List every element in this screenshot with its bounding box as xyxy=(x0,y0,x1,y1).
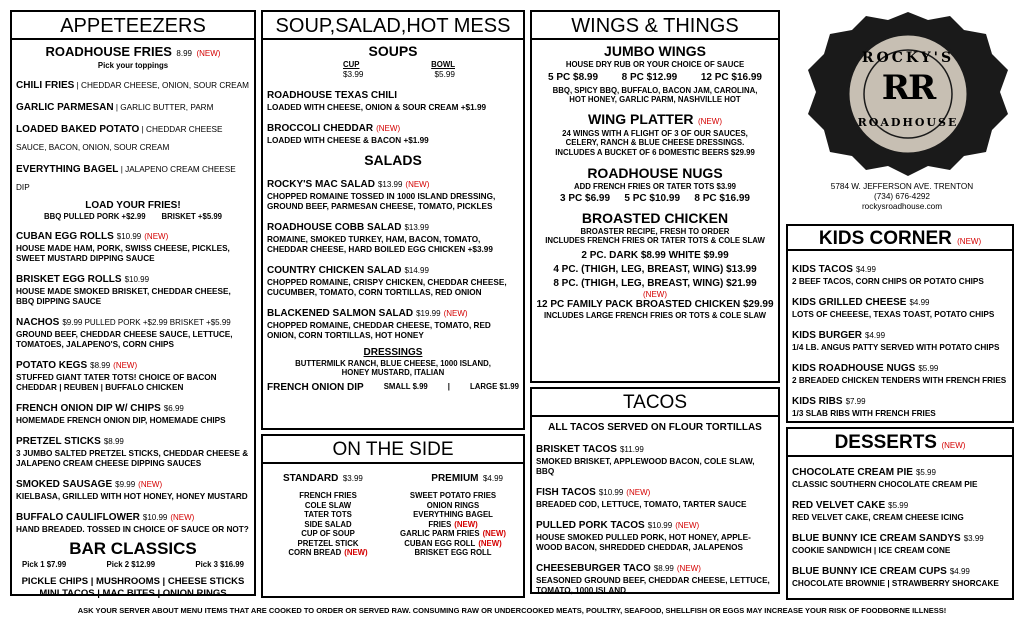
premium-side-name: SWEET POTATO FRIES xyxy=(409,491,497,500)
cup-price: $3.99 xyxy=(343,69,364,79)
wings-panel xyxy=(530,40,780,383)
logo xyxy=(806,10,1010,180)
taco-name: BRISKET TACOS xyxy=(536,444,617,455)
salad-desc: ROMAINE, SMOKED TURKEY, HAM, BACON, TOMATO, CHEDDAR CHEESE, HARD BOILED EGG CHICKEN +$3.99 xyxy=(267,234,493,254)
appetizer-head xyxy=(16,431,250,449)
bar-classics-title: BAR CLASSICS xyxy=(69,539,197,558)
soup-name: ROADHOUSE TEXAS CHILI xyxy=(267,89,398,101)
kids-head xyxy=(792,391,1008,409)
bar-pick-1: Pick 1 $7.99 xyxy=(22,560,67,569)
jumbo-price-5: 5 PC $8.99 xyxy=(548,71,599,83)
appetizer-desc: GROUND BEEF, CHEDDAR CHEESE SAUCE, LETTUCE, TOMATOES, JALAPENO'S, CORN CHIPS xyxy=(16,330,233,349)
platter-head xyxy=(536,111,774,129)
salad-list xyxy=(267,174,519,341)
logo-bottom-text: ROADHOUSE xyxy=(857,116,959,129)
standard-side xyxy=(273,548,383,558)
kids-list xyxy=(792,259,1008,419)
taco-price: $11.99 xyxy=(619,445,644,454)
appetizer-name: POTATO KEGS xyxy=(16,360,88,371)
appetizer-desc: 3 JUMBO SALTED PRETZEL STICKS, CHEDDAR CHEESE & JALAPENO CREAM CHEESE DIPPING SAUCES xyxy=(16,449,249,468)
standard-side: TATER TOTS xyxy=(304,510,352,519)
appetizer-price: $9.99 PULLED PORK +$2.99 BRISKET +$5.99 xyxy=(62,318,231,327)
taco-head xyxy=(536,515,774,533)
appetizer-price: $6.99 xyxy=(163,404,184,413)
salad-item xyxy=(267,174,519,212)
load-title: LOAD YOUR FRIES! xyxy=(85,199,181,211)
platter-desc: 24 WINGS WITH A FLIGHT OF 3 OF OUR SAUCES, CELERY, RANCH & BLUE CHEESE DRESSINGS. INCLUDES A BUCKET OF 6 DOMESTIC BEERS $29.99 xyxy=(555,128,755,157)
kids-name: KIDS BURGER xyxy=(792,330,863,341)
desserts-header xyxy=(788,429,1012,457)
salad-item xyxy=(267,303,519,341)
soup-head xyxy=(267,118,519,136)
salad-desc: CHOPPED ROMAINE TOSSED IN 1000 ISLAND DRESSING, GROUND BEEF, PARMESAN CHEESE, TOMATO, PICKLES xyxy=(267,191,496,211)
broasted-4pc: 4 PC. (THIGH, LEG, BREAST, WING) $13.99 xyxy=(553,263,757,275)
salad-price: $14.99 xyxy=(404,265,429,275)
french-onion-dip: FRENCH ONION DIP SMALL $.99 | LARGE $1.99 xyxy=(267,381,519,393)
fod-large: LARGE $1.99 xyxy=(470,381,519,391)
kids-price: $7.99 xyxy=(845,397,866,406)
salad-item xyxy=(267,260,519,298)
kids-price: $5.99 xyxy=(918,364,939,373)
load-option-brisket: BRISKET +$5.99 xyxy=(161,211,222,221)
appetizer-name: BUFFALO CAULIFLOWER xyxy=(16,512,140,523)
appetizer-list xyxy=(16,226,250,535)
family-sub: INCLUDES LARGE FRENCH FRIES OR TOTS & COLE SLAW xyxy=(543,310,767,320)
appetizer-head xyxy=(16,474,250,492)
taco-price: $10.99 xyxy=(598,488,624,497)
appetizer-name: SMOKED SAUSAGE xyxy=(16,479,113,490)
kids-name: KIDS RIBS xyxy=(792,396,843,407)
salad-name: COUNTRY CHICKEN SALAD xyxy=(267,264,402,276)
kids-price: $4.99 xyxy=(909,298,930,307)
dessert-desc: COOKIE SANDWICH | ICE CREAM CONE xyxy=(792,546,951,555)
platter-title: WING PLATTER xyxy=(588,110,694,127)
jumbo-prices xyxy=(536,70,774,86)
nugs-prices xyxy=(536,192,774,206)
kids-head xyxy=(792,325,1008,343)
nugs-sub: ADD FRENCH FRIES OR TATER TOTS $3.99 xyxy=(573,182,737,191)
jumbo-sauces: BBQ, SPICY BBQ, BUFFALO, BACON JAM, CAROLINA, HOT HONEY, GARLIC PARM, NASHVILLE HOT xyxy=(552,85,758,104)
premium-side xyxy=(391,501,515,511)
phone: (734) 676-4292 xyxy=(874,192,930,201)
new-badge: (NEW) xyxy=(482,529,506,538)
new-badge: (NEW) xyxy=(376,123,401,133)
appetizer-head xyxy=(16,226,250,244)
appetizer-item xyxy=(16,269,250,307)
kids-desc: 2 BREADED CHICKEN TENDERS WITH FRENCH FRIES xyxy=(792,376,1007,385)
dressings-title: DRESSINGS xyxy=(363,346,423,358)
side-lists xyxy=(263,486,523,558)
kids-column xyxy=(786,224,1014,600)
kids-head xyxy=(792,259,1008,277)
new-badge: (NEW) xyxy=(196,49,221,58)
new-badge: (NEW) xyxy=(675,521,700,530)
separator: | xyxy=(118,164,126,174)
new-badge: (NEW) xyxy=(643,289,667,299)
soup-desc: LOADED WITH CHEESE & BACON +$1.99 xyxy=(267,135,429,145)
bowl-price: $5.99 xyxy=(434,69,455,79)
soup-salad-panel xyxy=(261,40,525,430)
new-badge: (NEW) xyxy=(170,513,195,522)
website: rockysroadhouse.com xyxy=(861,202,943,211)
kids-header xyxy=(786,224,1014,251)
kids-item xyxy=(792,325,1008,353)
soup-desc: LOADED WITH CHEESE, ONION & SOUR CREAM +$1.99 xyxy=(267,102,487,112)
premium-side-name: BRISKET EGG ROLL xyxy=(414,548,492,557)
kids-item xyxy=(792,259,1008,287)
jumbo-price-12: 12 PC $16.99 xyxy=(700,71,762,83)
desserts-list xyxy=(788,462,1012,589)
kids-name: KIDS ROADHOUSE NUGS xyxy=(792,363,916,374)
new-badge: (NEW) xyxy=(697,116,722,126)
appetizer-head xyxy=(16,507,250,525)
kids-name: KIDS TACOS xyxy=(792,264,853,275)
dessert-item xyxy=(792,495,1008,523)
load-option-pork: BBQ PULLED PORK +$2.99 xyxy=(44,211,146,221)
separator: | xyxy=(139,124,147,134)
bar-line-2: MINI TACOS | MAC BITES | ONION RINGS xyxy=(39,587,227,599)
dessert-name: BLUE BUNNY ICE CREAM CUPS xyxy=(792,566,947,577)
appetizer-head xyxy=(16,355,250,373)
separator: | xyxy=(74,80,82,90)
appetizer-price: $8.99 xyxy=(103,437,124,446)
topping-item xyxy=(16,159,250,195)
topping-desc: CHEDDAR CHEESE SAUCE, BACON, ONION, SOUR CREAM xyxy=(16,124,223,152)
appetizer-name: BRISKET EGG ROLLS xyxy=(16,274,122,285)
broasted-sub2: INCLUDES FRENCH FRIES OR TATER TOTS & COLE SLAW xyxy=(545,236,765,245)
appetizer-item xyxy=(16,226,250,264)
contact-info xyxy=(790,182,1014,212)
address: 5784 W. JEFFERSON AVE. TRENTON xyxy=(830,182,974,191)
soup-salad-title: SOUP,SALAD,HOT MESS xyxy=(261,10,525,40)
jumbo-sub: HOUSE DRY RUB OR YOUR CHOICE OF SAUCE xyxy=(565,60,745,69)
dessert-desc: CHOCOLATE BROWNIE | STRAWBERRY SHORCAKE xyxy=(792,579,999,588)
nugs-title: ROADHOUSE NUGS xyxy=(587,165,723,181)
nugs-price-3: 3 PC $6.99 xyxy=(560,192,611,204)
bowl-label: BOWL xyxy=(431,60,455,69)
premium-side-name: EVERYTHING BAGEL xyxy=(413,510,493,519)
dessert-name: BLUE BUNNY ICE CREAM SANDYS xyxy=(792,533,961,544)
appetizer-name: FRENCH ONION DIP W/ CHIPS xyxy=(16,403,161,414)
appetizer-price: $10.99 xyxy=(116,232,142,241)
premium-side xyxy=(391,548,515,558)
bar-pick-3: Pick 3 $16.99 xyxy=(195,560,244,569)
standard-price: $3.99 xyxy=(342,474,363,483)
taco-item xyxy=(536,515,774,553)
premium-price: $4.99 xyxy=(482,474,503,483)
premium-side-name: FRIES xyxy=(428,519,452,529)
desserts-box xyxy=(786,427,1014,600)
bar-pick-2: Pick 2 $12.99 xyxy=(106,560,156,569)
nugs-price-8: 8 PC $16.99 xyxy=(694,192,750,204)
separator: | xyxy=(113,102,121,112)
soup-item xyxy=(267,118,519,146)
logo-mid-text: RR xyxy=(881,68,935,108)
topping-item xyxy=(16,75,250,93)
appetizer-name: NACHOS xyxy=(16,317,60,328)
taco-desc: SMOKED BRISKET, APPLEWOOD BACON, COLE SLAW, BBQ xyxy=(536,457,755,476)
new-badge: (NEW) xyxy=(957,237,982,246)
taco-desc: BREADED COD, LETTUCE, TOMATO, TARTER SAUCE xyxy=(536,500,747,509)
taco-price: $10.99 xyxy=(647,521,673,530)
appetizer-head xyxy=(16,312,250,330)
broasted-title: BROASTED CHICKEN xyxy=(581,209,729,226)
appetizer-head xyxy=(16,269,250,287)
new-badge: (NEW) xyxy=(443,308,468,318)
dessert-desc: CLASSIC SOUTHERN CHOCOLATE CREAM PIE xyxy=(792,480,978,489)
wings-title: WINGS & THINGS xyxy=(530,10,780,40)
new-badge: (NEW) xyxy=(344,548,368,557)
bar-classics xyxy=(16,539,250,600)
taco-name: PULLED PORK TACOS xyxy=(536,520,645,531)
taco-desc: HOUSE SMOKED PULLED PORK, HOT HONEY, APPLE-WOOD BACON, SHREDDED CHEDDAR, JALAPENOS xyxy=(536,533,751,552)
new-badge: (NEW) xyxy=(405,179,430,189)
dressings-list: BUTTERMILK RANCH, BLUE CHEESE, 1000 ISLAND, HONEY MUSTARD, ITALIAN xyxy=(295,358,491,377)
topping-name: GARLIC PARMESAN xyxy=(16,101,114,113)
standard-list xyxy=(273,491,383,558)
standard-side: PRETZEL STICK xyxy=(297,538,359,548)
salad-price: $13.99 xyxy=(377,179,403,189)
new-badge: (NEW) xyxy=(676,564,701,573)
appetizer-name: PRETZEL STICKS xyxy=(16,436,101,447)
bar-picks xyxy=(16,560,250,570)
appetizer-item xyxy=(16,355,250,393)
topping-name: LOADED BAKED POTATO xyxy=(16,123,140,135)
appetizer-item xyxy=(16,507,250,535)
soup-item xyxy=(267,85,519,113)
kids-title: KIDS CORNER xyxy=(818,228,952,249)
appetizer-desc: KIELBASA, GRILLED WITH HOT HONEY, HONEY MUSTARD xyxy=(16,492,248,501)
taco-item xyxy=(536,558,774,596)
roadhouse-fries-price: 8.99 xyxy=(176,49,192,58)
appetizer-item xyxy=(16,474,250,502)
topping-desc: GARLIC BUTTER, PARM xyxy=(120,102,214,112)
soup-list xyxy=(267,85,519,146)
broasted-2pc: 2 PC. DARK $8.99 WHITE $9.99 xyxy=(581,249,729,261)
dessert-head xyxy=(792,528,1008,546)
new-badge: (NEW) xyxy=(626,488,651,497)
soup-size-prices xyxy=(267,70,519,80)
taco-name: CHEESEBURGER TACO xyxy=(536,563,651,574)
salad-name: BLACKENED SALMON SALAD xyxy=(267,307,414,319)
taco-desc: SEASONED GROUND BEEF, CHEDDAR CHEESE, LETTUCE, TOMATO, 1000 ISLAND xyxy=(536,576,770,595)
dessert-desc: RED VELVET CAKE, CREAM CHEESE ICING xyxy=(792,513,964,522)
desserts-title: DESSERTS xyxy=(834,432,937,453)
kids-desc: LOTS OF CHEEESE, TEXAS TOAST, POTATO CHIPS xyxy=(792,310,995,319)
appetizers-panel xyxy=(10,40,256,599)
appetizer-head xyxy=(16,398,250,416)
standard-label: STANDARD xyxy=(283,473,339,484)
new-badge: (NEW) xyxy=(478,538,502,548)
salad-head xyxy=(267,174,519,192)
jumbo-price-8: 8 PC $12.99 xyxy=(621,71,678,83)
dessert-name: CHOCOLATE CREAM PIE xyxy=(792,467,913,478)
salad-head xyxy=(267,217,519,235)
appetizer-item xyxy=(16,398,250,426)
kids-panel xyxy=(786,251,1014,423)
footer-disclaimer: ASK YOUR SERVER ABOUT MENU ITEMS THAT ARE COOKED TO ORDER OR SERVED RAW. CONSUMING RAW OR UNDERCOOKED MEATS, POULTRY, SEAFOOD, SHELLFISH OR EGGS MAY INCREASE YOUR RISK OF FOODBORNE ILLNESS! xyxy=(77,606,947,615)
new-badge: (NEW) xyxy=(113,361,138,370)
taco-head xyxy=(536,482,774,500)
kids-head xyxy=(792,292,1008,310)
soup-salad-column xyxy=(261,10,525,598)
kids-desc: 1/4 LB. ANGUS PATTY SERVED WITH POTATO CHIPS xyxy=(792,343,1000,352)
kids-head xyxy=(792,358,1008,376)
on-the-side-box xyxy=(261,434,525,598)
fod-small: SMALL $.99 xyxy=(383,381,428,391)
fod-name: FRENCH ONION DIP xyxy=(267,381,364,393)
appetizers-title: APPETEEZERS xyxy=(10,10,256,40)
appetizer-desc: STUFFED GIANT TATER TOTS! CHOICE OF BACON CHEDDAR | REUBEN | BUFFALO CHICKEN xyxy=(16,373,217,392)
appetizer-name: CUBAN EGG ROLLS xyxy=(16,231,114,242)
new-badge: (NEW) xyxy=(144,232,169,241)
tacos-box xyxy=(530,387,780,594)
salad-name: ROCKY'S MAC SALAD xyxy=(267,178,375,190)
wings-column xyxy=(530,10,780,594)
taco-head xyxy=(536,439,774,457)
load-options xyxy=(16,212,250,222)
appetizer-item xyxy=(16,312,250,350)
cup-label: CUP xyxy=(343,60,360,69)
taco-item xyxy=(536,482,774,510)
appetizers-column xyxy=(10,10,256,599)
salad-desc: CHOPPED ROMAINE, CHEDDAR CHEESE, TOMATO, RED ONION, CORN TORTILLAS, HOT HONEY xyxy=(267,320,491,340)
new-badge: (NEW) xyxy=(454,519,478,529)
taco-name: FISH TACOS xyxy=(536,487,596,498)
standard-side: CUP OF SOUP xyxy=(301,529,355,538)
topping-desc: JALAPENO CREAM CHEESE DIP xyxy=(16,164,236,192)
kids-item xyxy=(792,292,1008,320)
kids-desc: 2 BEEF TACOS, CORN CHIPS OR POTATO CHIPS xyxy=(792,277,984,286)
appetizer-desc: HOMEMADE FRENCH ONION DIP, HOMEMADE CHIPS xyxy=(16,416,226,425)
salad-item xyxy=(267,217,519,255)
topping-name: CHILI FRIES xyxy=(16,79,75,91)
dessert-price: $3.99 xyxy=(963,534,984,543)
soup-name: BROCCOLI CHEDDAR xyxy=(267,122,374,134)
appetizer-price: $9.99 xyxy=(115,480,136,489)
tacos-title: TACOS xyxy=(532,389,778,417)
standard-side: SIDE SALAD xyxy=(304,519,352,529)
broasted-8pc: 8 PC. (THIGH, LEG, BREAST, WING) $21.99 xyxy=(553,277,757,289)
taco-item xyxy=(536,439,774,477)
appetizer-price: $10.99 xyxy=(142,513,168,522)
standard-side: FRENCH FRIES xyxy=(299,491,357,500)
premium-side xyxy=(391,529,515,539)
premium-label: PREMIUM xyxy=(431,473,479,484)
standard-side: COLE SLAW xyxy=(304,500,352,510)
logo-top-text: ROCKY'S xyxy=(861,50,955,66)
new-badge: (NEW) xyxy=(138,480,163,489)
roadhouse-fries-sub: Pick your toppings xyxy=(97,61,169,70)
premium-side-name: ONION RINGS xyxy=(426,500,480,510)
toppings-list xyxy=(16,75,250,195)
kids-name: KIDS GRILLED CHEESE xyxy=(792,297,907,308)
broasted-sub: BROASTER RECIPE, FRESH TO ORDER xyxy=(580,226,730,236)
roadhouse-fries-item xyxy=(16,43,250,61)
on-the-side-title: ON THE SIDE xyxy=(263,436,523,464)
salad-desc: CHOPPED ROMAINE, CRISPY CHICKEN, CHEDDAR CHEESE, CUCUMBER, TOMATO, CORN TORTILLAS, RED ONION xyxy=(267,277,507,297)
premium-side xyxy=(391,520,515,530)
jumbo-title: JUMBO WINGS xyxy=(604,43,706,59)
premium-side xyxy=(391,539,515,549)
salad-name: ROADHOUSE COBB SALAD xyxy=(267,221,402,233)
kids-price: $4.99 xyxy=(865,331,886,340)
premium-side-name: CUBAN EGG ROLL xyxy=(404,538,476,548)
appetizer-price: $10.99 xyxy=(124,275,150,284)
salad-head xyxy=(267,303,519,321)
side-headers xyxy=(263,464,523,486)
topping-name: EVERYTHING BAGEL xyxy=(16,163,119,175)
appetizer-desc: HOUSE MADE SMOKED BRISKET, CHEDDAR CHEESE, BBQ DIPPING SAUCE xyxy=(16,287,231,306)
topping-desc: CHEDDAR CHEESE, ONION, SOUR CREAM xyxy=(81,80,249,90)
premium-side xyxy=(391,510,515,520)
tacos-sub: ALL TACOS SERVED ON FLOUR TORTILLAS xyxy=(548,422,762,433)
taco-list xyxy=(532,439,778,596)
appetizer-price: $8.99 xyxy=(90,361,111,370)
appetizer-item xyxy=(16,431,250,469)
dessert-head xyxy=(792,495,1008,513)
taco-head xyxy=(536,558,774,576)
nugs-price-5: 5 PC $10.99 xyxy=(624,192,681,204)
topping-item xyxy=(16,97,250,115)
dessert-price: $4.99 xyxy=(949,567,970,576)
premium-side xyxy=(391,491,515,501)
standard-side-name: CORN BREAD xyxy=(288,548,342,557)
premium-list xyxy=(391,491,515,558)
salad-head xyxy=(267,260,519,278)
dessert-item xyxy=(792,462,1008,490)
dessert-name: RED VELVET CAKE xyxy=(792,500,886,511)
appetizer-desc: HAND BREADED. TOSSED IN CHOICE OF SAUCE OR NOT? xyxy=(16,525,249,534)
roadhouse-fries-name: ROADHOUSE FRIES xyxy=(45,44,172,59)
new-badge: (NEW) xyxy=(941,441,966,450)
premium-side-name: GARLIC PARM FRIES xyxy=(400,529,480,538)
salad-price: $13.99 xyxy=(404,222,429,232)
soups-title: SOUPS xyxy=(368,43,418,59)
kids-item xyxy=(792,358,1008,386)
bar-line-1: PICKLE CHIPS | MUSHROOMS | CHEESE STICKS xyxy=(21,575,245,587)
topping-item xyxy=(16,119,250,155)
kids-item xyxy=(792,391,1008,419)
soup-head xyxy=(267,85,519,103)
dessert-price: $5.99 xyxy=(915,468,936,477)
soup-size-headers xyxy=(267,60,519,70)
kids-desc: 1/3 SLAB RIBS WITH FRENCH FRIES xyxy=(792,409,936,418)
taco-price: $8.99 xyxy=(653,564,674,573)
dessert-head xyxy=(792,462,1008,480)
dessert-head xyxy=(792,561,1008,579)
family-pack: 12 PC FAMILY PACK BROASTED CHICKEN $29.99 xyxy=(536,298,774,310)
kids-price: $4.99 xyxy=(855,265,876,274)
dessert-item xyxy=(792,528,1008,556)
dessert-item xyxy=(792,561,1008,589)
appetizer-desc: HOUSE MADE HAM, PORK, SWISS CHEESE, PICKLES, SWEET MUSTARD DIPPING SAUCE xyxy=(16,244,230,263)
salad-price: $19.99 xyxy=(416,308,441,318)
dessert-price: $5.99 xyxy=(888,501,909,510)
salads-title: SALADS xyxy=(364,151,422,168)
